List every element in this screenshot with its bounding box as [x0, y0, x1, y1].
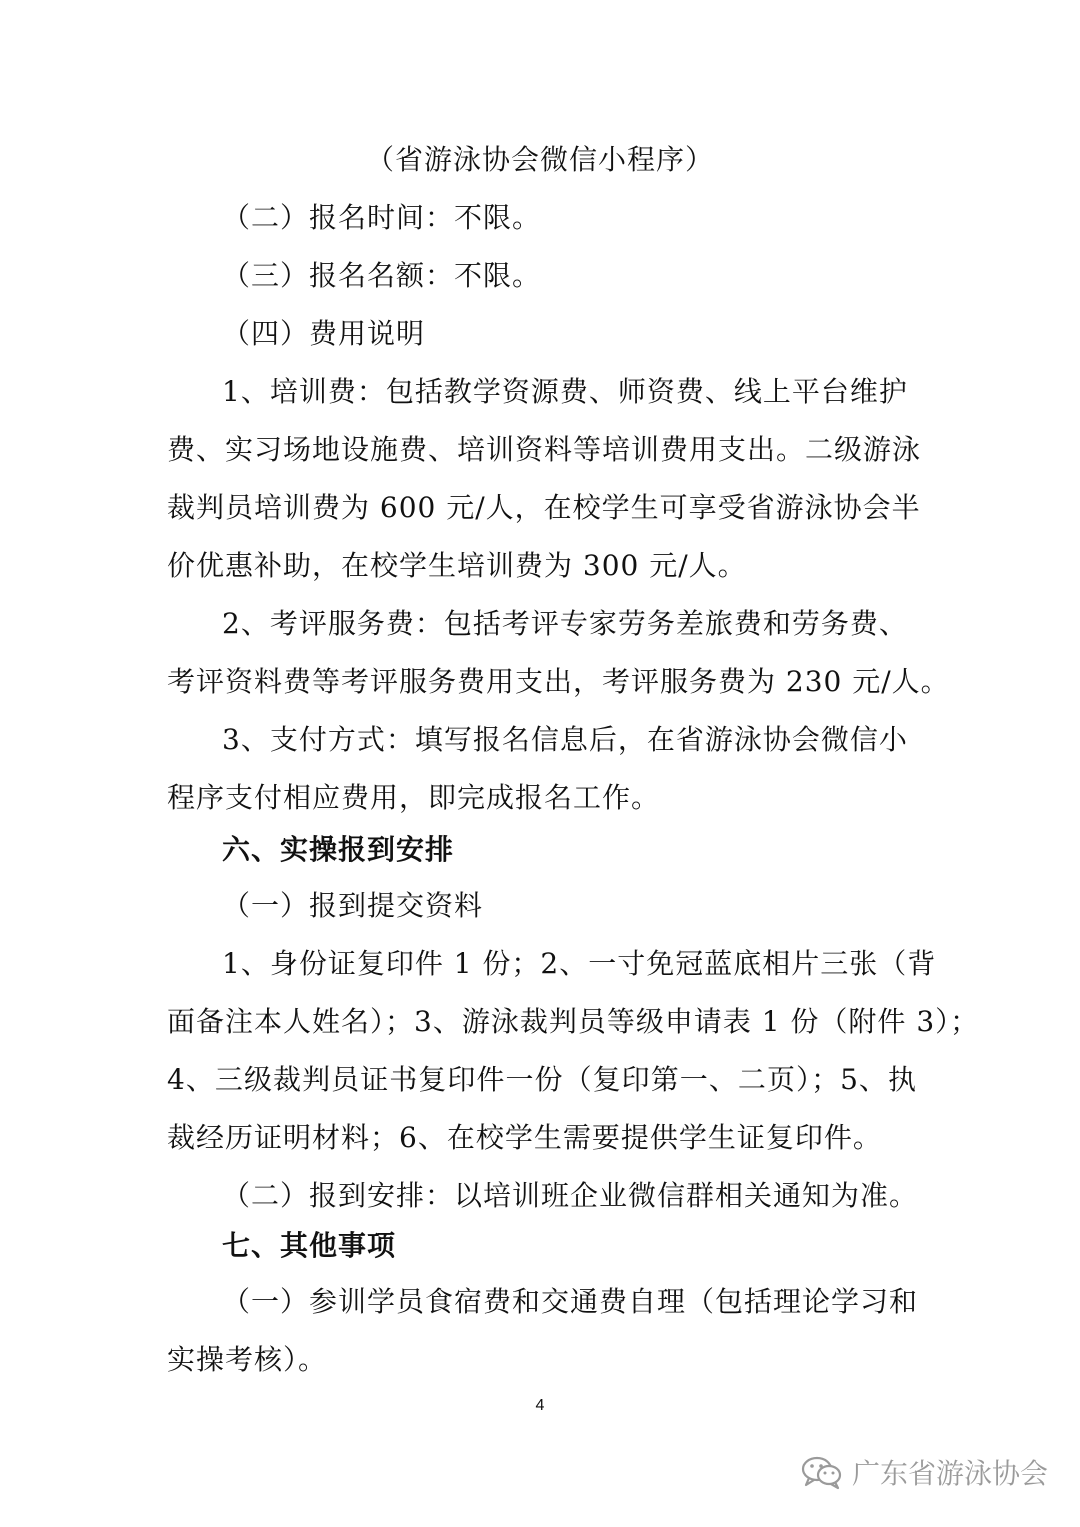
training-fee-line-2: 费、实习场地设施费、培训资料等培训费用支出。二级游泳	[167, 433, 922, 466]
materials-line-4: 裁经历证明材料；6、在校学生需要提供学生证复印件。	[167, 1121, 882, 1154]
fee-description-heading: （四）费用说明	[222, 317, 426, 350]
watermark	[800, 1452, 1048, 1492]
payment-method-line-1: 3、支付方式：填写报名信息后，在省游泳协会微信小	[222, 723, 908, 756]
other-matters-line-1: （一）参训学员食宿费和交通费自理（包括理论学习和	[222, 1285, 919, 1318]
section-six-heading: 六、实操报到安排	[222, 833, 455, 866]
materials-line-2: 面备注本人姓名）；3、游泳裁判员等级申请表 1 份（附件 3）；	[167, 1005, 980, 1038]
payment-method-line-2: 程序支付相应费用，即完成报名工作。	[167, 781, 661, 814]
training-fee-line-4: 价优惠补助，在校学生培训费为 300 元/人。	[167, 549, 747, 582]
page-number: 4	[535, 1397, 545, 1414]
watermark-text: 广东省游泳协会	[851, 1457, 1048, 1490]
assessment-fee-line-1: 2、考评服务费：包括考评专家劳务差旅费和劳务费、	[222, 607, 908, 640]
section-seven-heading: 七、其他事项	[222, 1229, 397, 1262]
program-name-line: （省游泳协会微信小程序）	[365, 143, 714, 176]
materials-subheading: （一）报到提交资料	[222, 889, 484, 922]
wechat-icon	[800, 1454, 844, 1490]
registration-quota-line: （三）报名名额：不限。	[222, 259, 542, 292]
training-fee-line-3: 裁判员培训费为 600 元/人，在校学生可享受省游泳协会半	[167, 491, 921, 524]
check-in-arrangement-line: （二）报到安排：以培训班企业微信群相关通知为准。	[222, 1179, 919, 1212]
assessment-fee-line-2: 考评资料费等考评服务费用支出，考评服务费为 230 元/人。	[167, 665, 950, 698]
registration-time-line: （二）报名时间：不限。	[222, 201, 542, 234]
other-matters-line-2: 实操考核）。	[167, 1343, 328, 1376]
training-fee-line-1: 1、培训费：包括教学资源费、师资费、线上平台维护	[222, 375, 908, 408]
materials-line-3: 4、三级裁判员证书复印件一份（复印第一、二页）；5、执	[167, 1063, 917, 1096]
materials-line-1: 1、身份证复印件 1 份；2、一寸免冠蓝底相片三张（背	[222, 947, 937, 980]
